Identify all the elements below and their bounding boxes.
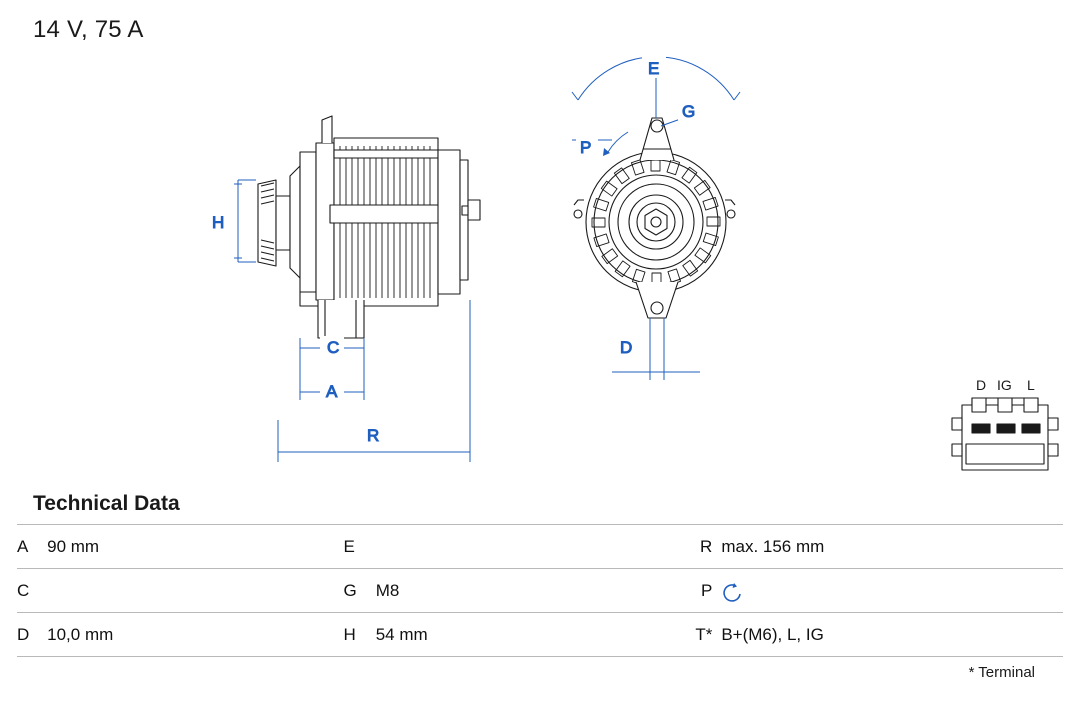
- row2-key-H: H: [344, 613, 376, 657]
- dim-label-R: R: [367, 426, 380, 445]
- page-title: 14 V, 75 A: [33, 16, 144, 43]
- row1-value-G: M8: [376, 569, 672, 613]
- row0-key-R: R: [672, 525, 721, 569]
- table-row: [17, 525, 1063, 569]
- technical-data-title: Technical Data: [33, 492, 180, 515]
- row1-key-G: G: [344, 569, 376, 613]
- row2-value-D: 10,0 mm: [47, 613, 343, 657]
- connector-pin-labels: [976, 377, 1035, 393]
- technical-data-table: [17, 524, 1063, 657]
- row2-key-D: D: [17, 613, 47, 657]
- connector-plug-view: [952, 398, 1058, 470]
- row2-value-H: 54 mm: [376, 613, 672, 657]
- row0-key-E: E: [344, 525, 376, 569]
- row0-value-A: 90 mm: [47, 525, 343, 569]
- row0-key-A: A: [17, 525, 47, 569]
- dim-label-G: G: [682, 102, 696, 121]
- dim-label-P: P: [580, 138, 592, 157]
- rotation-direction-icon: [721, 580, 747, 602]
- table-row: [17, 613, 1063, 657]
- row1-key-P: P: [672, 569, 721, 613]
- dim-label-C: C: [327, 338, 340, 357]
- dim-label-A: A: [326, 382, 338, 401]
- pin-label-L: L: [1027, 377, 1035, 393]
- alternator-side-view: [258, 116, 480, 338]
- pin-label-D: D: [976, 377, 987, 393]
- alternator-front-view: [574, 118, 735, 318]
- row1-value-P: [721, 569, 1063, 613]
- dim-label-E: E: [648, 59, 660, 78]
- row0-value-R: max. 156 mm: [721, 525, 1063, 569]
- row0-value-E: [376, 525, 672, 569]
- dim-label-D: D: [620, 338, 633, 357]
- pin-label-IG: IG: [997, 377, 1012, 393]
- row2-key-T: T*: [672, 613, 721, 657]
- terminal-footnote: * Terminal: [968, 664, 1035, 681]
- dim-label-H: H: [212, 213, 225, 232]
- row1-value-C: [47, 569, 343, 613]
- technical-data-section: [17, 492, 1063, 681]
- table-row: [17, 569, 1063, 613]
- row1-key-C: C: [17, 569, 47, 613]
- row2-value-T: B+(M6), L, IG: [721, 613, 1063, 657]
